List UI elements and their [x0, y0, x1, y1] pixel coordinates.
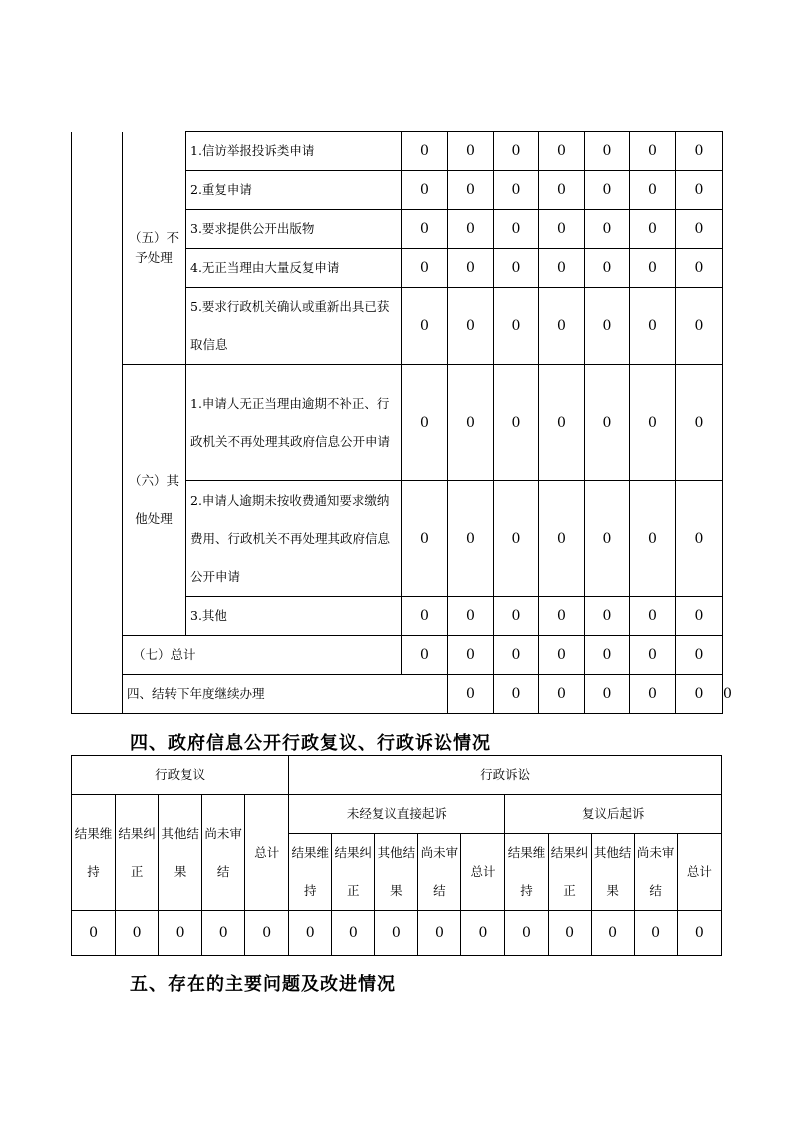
value-cell: 0: [494, 249, 539, 288]
value-cell: 0: [448, 365, 494, 481]
value-cell: 0: [494, 288, 539, 365]
table-row: [72, 365, 723, 481]
value-cell: 0: [585, 132, 630, 171]
value-cell: 0: [505, 911, 548, 956]
value-cell: 0: [402, 481, 448, 597]
col-total: 总计: [245, 795, 289, 911]
col-other: 其他结果: [591, 834, 634, 911]
group6-label: （六）其他处理: [123, 365, 186, 636]
value-cell: 0: [539, 249, 585, 288]
after-review-header: 复议后起诉: [505, 795, 722, 834]
value-cell: 0: [402, 636, 448, 675]
disposal-table: [71, 131, 732, 714]
table-row: [72, 911, 722, 956]
row-label: 3.其他: [186, 597, 402, 636]
value-cell: 0: [676, 481, 723, 597]
value-cell: 0: [676, 288, 723, 365]
value-cell: 0: [676, 171, 723, 210]
value-cell: 0: [72, 911, 116, 956]
value-cell: 0: [539, 132, 585, 171]
carry-over-label: 四、结转下年度继续办理: [123, 675, 448, 714]
outer-category-cell: [72, 132, 123, 714]
value-cell: 0: [539, 597, 585, 636]
value-cell: 0: [448, 481, 494, 597]
value-cell: 0: [402, 132, 448, 171]
value-cell: 0: [539, 675, 585, 714]
value-cell: 0: [548, 911, 591, 956]
table-row: [72, 636, 723, 675]
value-cell: 0: [539, 636, 585, 675]
value-cell: 0: [116, 911, 159, 956]
value-cell: 0: [585, 288, 630, 365]
col-pending: 尚未审结: [634, 834, 677, 911]
value-cell: 0: [375, 911, 418, 956]
value-cell: 0: [585, 481, 630, 597]
value-cell: 0: [630, 365, 676, 481]
value-cell: 0: [630, 597, 676, 636]
col-other: 其他结果: [375, 834, 418, 911]
value-cell: 0: [585, 597, 630, 636]
value-cell: 0: [494, 675, 539, 714]
col-total: 总计: [461, 834, 505, 911]
value-cell: 0: [539, 481, 585, 597]
value-cell: 0: [585, 636, 630, 675]
value-cell: 0: [448, 288, 494, 365]
table-row: 四、结转下年度继续办理 0 0 0 0 0 0 0: [72, 675, 723, 714]
section-heading: 五、存在的主要问题及改进情况: [130, 974, 396, 995]
value-cell: 0: [630, 288, 676, 365]
col-pending: 尚未审结: [202, 795, 245, 911]
value-cell: 0: [159, 911, 202, 956]
total-label: （七）总计: [123, 636, 402, 675]
value-cell: 0: [448, 132, 494, 171]
value-cell: 0: [630, 210, 676, 249]
row-label: 1.信访举报投诉类申请: [186, 132, 402, 171]
direct-suit-header: 未经复议直接起诉: [289, 795, 505, 834]
value-cell: 0: [448, 597, 494, 636]
value-cell: 0: [448, 249, 494, 288]
value-cell: 0: [585, 675, 630, 714]
value-cell: 0: [494, 210, 539, 249]
col-corrected: 结果纠正: [548, 834, 591, 911]
value-cell: 0: [585, 171, 630, 210]
value-cell: 0: [630, 249, 676, 288]
value-cell: 0: [630, 171, 676, 210]
value-cell: 0: [676, 365, 723, 481]
value-cell: 0: [245, 911, 289, 956]
value-cell: 0: [539, 288, 585, 365]
value-cell: 0: [289, 911, 332, 956]
value-cell: 0: [494, 636, 539, 675]
value-cell: 0: [494, 481, 539, 597]
value-cell: 0: [332, 911, 375, 956]
value-cell: 0: [402, 249, 448, 288]
value-cell: 0: [676, 249, 723, 288]
col-upheld: 结果维持: [505, 834, 548, 911]
row-label: 4.无正当理由大量反复申请: [186, 249, 402, 288]
value-cell: 0: [494, 597, 539, 636]
review-header: 行政复议: [72, 756, 289, 795]
value-cell: 0: [630, 132, 676, 171]
table-row: [72, 756, 722, 795]
value-cell: 0: [585, 365, 630, 481]
value-cell: 0: [448, 171, 494, 210]
value-cell: 0: [402, 597, 448, 636]
value-cell: 0: [676, 636, 723, 675]
review-litigation-table: [71, 755, 722, 956]
value-cell: 0: [402, 365, 448, 481]
value-cell: 0: [461, 911, 505, 956]
value-cell: 0: [676, 597, 723, 636]
value-cell: 0: [630, 636, 676, 675]
value-cell: 0: [448, 675, 494, 714]
value-cell: 0: [630, 675, 676, 714]
row-label: 2.申请人逾期未按收费通知要求缴纳费用、行政机关不再处理其政府信息公开申请: [186, 481, 402, 597]
value-cell: 0: [630, 481, 676, 597]
row-label: 5.要求行政机关确认或重新出具已获取信息: [186, 288, 402, 365]
value-cell: 0: [676, 132, 723, 171]
litigation-header: 行政诉讼: [289, 756, 722, 795]
value-cell: 0: [402, 210, 448, 249]
value-cell: 0: [676, 675, 723, 714]
value-cell: 0: [202, 911, 245, 956]
col-pending: 尚未审结: [418, 834, 461, 911]
col-other: 其他结果: [159, 795, 202, 911]
value-cell: 0: [539, 365, 585, 481]
col-corrected: 结果纠正: [332, 834, 375, 911]
value-cell: 0: [494, 132, 539, 171]
col-total: 总计: [677, 834, 721, 911]
col-corrected: 结果纠正: [116, 795, 159, 911]
value-cell: 0: [634, 911, 677, 956]
value-cell: 0: [418, 911, 461, 956]
row-label: 2.重复申请: [186, 171, 402, 210]
section-heading: 四、政府信息公开行政复议、行政诉讼情况: [130, 733, 491, 754]
value-cell: 0: [585, 249, 630, 288]
value-cell: 0: [448, 636, 494, 675]
row-label: 3.要求提供公开出版物: [186, 210, 402, 249]
value-cell: 0: [402, 171, 448, 210]
value-cell: 0: [494, 171, 539, 210]
value-cell: 0: [539, 210, 585, 249]
row-label: 1.申请人无正当理由逾期不补正、行政机关不再处理其政府信息公开申请: [186, 365, 402, 481]
value-cell: 0: [402, 288, 448, 365]
value-cell: 0: [585, 210, 630, 249]
value-cell: 0: [494, 365, 539, 481]
group5-label: （五）不予处理: [123, 132, 186, 365]
table-row: [72, 132, 723, 171]
value-cell: 0: [677, 911, 721, 956]
value-cell: 0: [539, 171, 585, 210]
value-cell: 0: [448, 210, 494, 249]
col-upheld: 结果维持: [72, 795, 116, 911]
table-row: [72, 795, 722, 834]
value-cell: 0: [591, 911, 634, 956]
value-cell: 0: [676, 210, 723, 249]
col-upheld: 结果维持: [289, 834, 332, 911]
